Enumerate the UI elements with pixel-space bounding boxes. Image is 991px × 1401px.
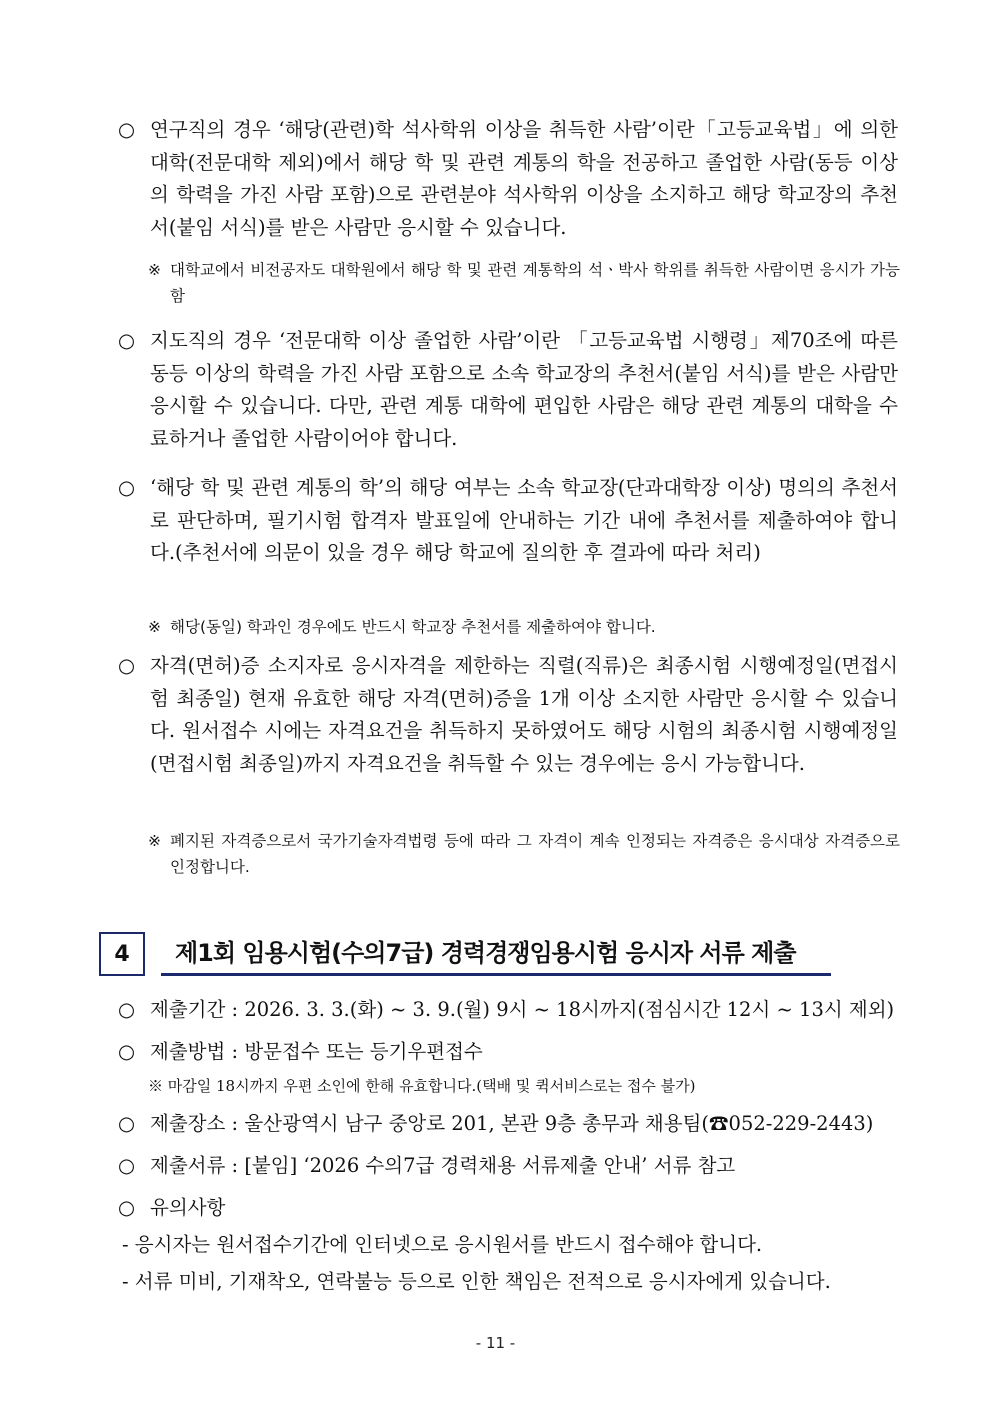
research-post-note-text: 대학교에서 비전공자도 대학원에서 해당 학 및 관련 계통학의 석ㆍ박사 학위를 취득한 사람이면 응시가 가능함 <box>170 261 900 305</box>
caution-heading <box>118 1192 225 1224</box>
relevance-text: ‘해당 학 및 관련 계통의 학’의 해당 여부는 소속 학교장(단과대학장 이상) 명의의 추천서로 판단하며, 필기시험 합격자 발표일에 안내하는 기간 내에 추천서를 제출하여야 합니다.(추천서에 의문이 있을 경우 해당 학교에 질의한 후 결과에 따라 처리) <box>150 476 898 564</box>
circle-bullet-icon: ○ <box>118 118 136 141</box>
caution-item-1: - 응시자는 원서접수기간에 인터넷으로 응시원서를 반드시 접수해야 합니다. <box>122 1233 763 1256</box>
caution-heading-text: 유의사항 <box>150 1196 226 1219</box>
section-title: 제1회 임용시험(수의7급) 경력경쟁임용시험 응시자 서류 제출 <box>161 932 831 976</box>
same-department-note <box>148 614 900 640</box>
section-header <box>99 932 831 980</box>
caution-item-2: - 서류 미비, 기재착오, 연락불능 등으로 인한 책임은 전적으로 응시자에게 있습니다. <box>122 1270 831 1293</box>
circle-bullet-icon: ○ <box>118 476 136 499</box>
relevance-item <box>118 472 898 570</box>
circle-bullet-icon: ○ <box>118 1196 136 1219</box>
circle-bullet-icon: ○ <box>118 329 136 352</box>
abolished-license-note <box>148 828 900 880</box>
section-number: 4 <box>99 932 145 976</box>
license-text: 자격(면허)증 소지자로 응시자격을 제한하는 직렬(직류)은 최종시험 시행예정일(면접시험 최종일) 현재 유효한 해당 자격(면허)증을 1개 이상 소지한 사람만 응시할 수 있습니다. 원서접수 시에는 자격요건을 취득하지 못하였어도 해당 시험의 최종시험 시행예정일(면접시험 최종일)까지 자격요건을 취득할 수 있는 경우에는 응시 가능합니다. <box>150 654 898 775</box>
circle-bullet-icon: ○ <box>118 1040 136 1063</box>
submission-period <box>118 994 894 1026</box>
guidance-post-item <box>118 325 898 455</box>
circle-bullet-icon: ○ <box>118 1154 136 1177</box>
research-post-text: 연구직의 경우 ‘해당(관련)학 석사학위 이상을 취득한 사람’이란「고등교육법」에 의한 대학(전문대학 제외)에서 해당 학 및 관련 계통의 학을 전공하고 졸업한 사람(동등 이상의 학력을 가진 사람 포함)으로 관련분야 석사학위 이상을 소지하고 해당 학교장의 추천서(붙임 서식)를 받은 사람만 응시할 수 있습니다. <box>150 118 898 239</box>
reference-mark-icon: ※ <box>148 261 161 279</box>
guidance-post-text: 지도직의 경우 ‘전문대학 이상 졸업한 사람’이란 「고등교육법 시행령」제70조에 따른 동등 이상의 학력을 가진 사람 포함으로 소속 학교장의 추천서(붙임 서식)를 받은 사람만 응시할 수 있습니다. 다만, 관련 계통 대학에 편입한 사람은 해당 관련 계통의 대학을 수료하거나 졸업한 사람이어야 합니다. <box>150 329 898 450</box>
research-post-item <box>118 114 898 244</box>
submission-method-text: 제출방법 : 방문접수 또는 등기우편접수 <box>150 1040 483 1063</box>
reference-mark-icon: ※ <box>148 618 161 636</box>
page-number: - 11 - <box>475 1334 516 1352</box>
abolished-license-note-text: 폐지된 자격증으로서 국가기술자격법령 등에 따라 그 자격이 계속 인정되는 자격증은 응시대상 자격증으로 인정합니다. <box>170 832 900 876</box>
reference-mark-icon: ※ <box>148 832 161 850</box>
submission-documents <box>118 1150 735 1182</box>
circle-bullet-icon: ○ <box>118 998 136 1021</box>
submission-period-text: 제출기간 : 2026. 3. 3.(화) ~ 3. 9.(월) 9시 ~ 18시까지(점심시간 12시 ~ 13시 제외) <box>150 998 895 1021</box>
circle-bullet-icon: ○ <box>118 654 136 677</box>
submission-place-text: 제출장소 : 울산광역시 남구 중앙로 201, 본관 9층 총무과 채용팀(☎052-229-2443) <box>150 1112 874 1135</box>
deadline-note: ※ 마감일 18시까지 우편 소인에 한해 유효합니다.(택배 및 퀵서비스로는 접수 불가) <box>148 1077 696 1095</box>
same-department-note-text: 해당(동일) 학과인 경우에도 반드시 학교장 추천서를 제출하여야 합니다. <box>170 618 656 636</box>
submission-place <box>118 1108 873 1140</box>
submission-method <box>118 1036 483 1068</box>
circle-bullet-icon: ○ <box>118 1112 136 1135</box>
submission-documents-text: 제출서류 : [붙임] ‘2026 수의7급 경력채용 서류제출 안내’ 서류 참고 <box>150 1154 736 1177</box>
research-post-note <box>148 257 900 309</box>
license-item <box>118 650 898 780</box>
